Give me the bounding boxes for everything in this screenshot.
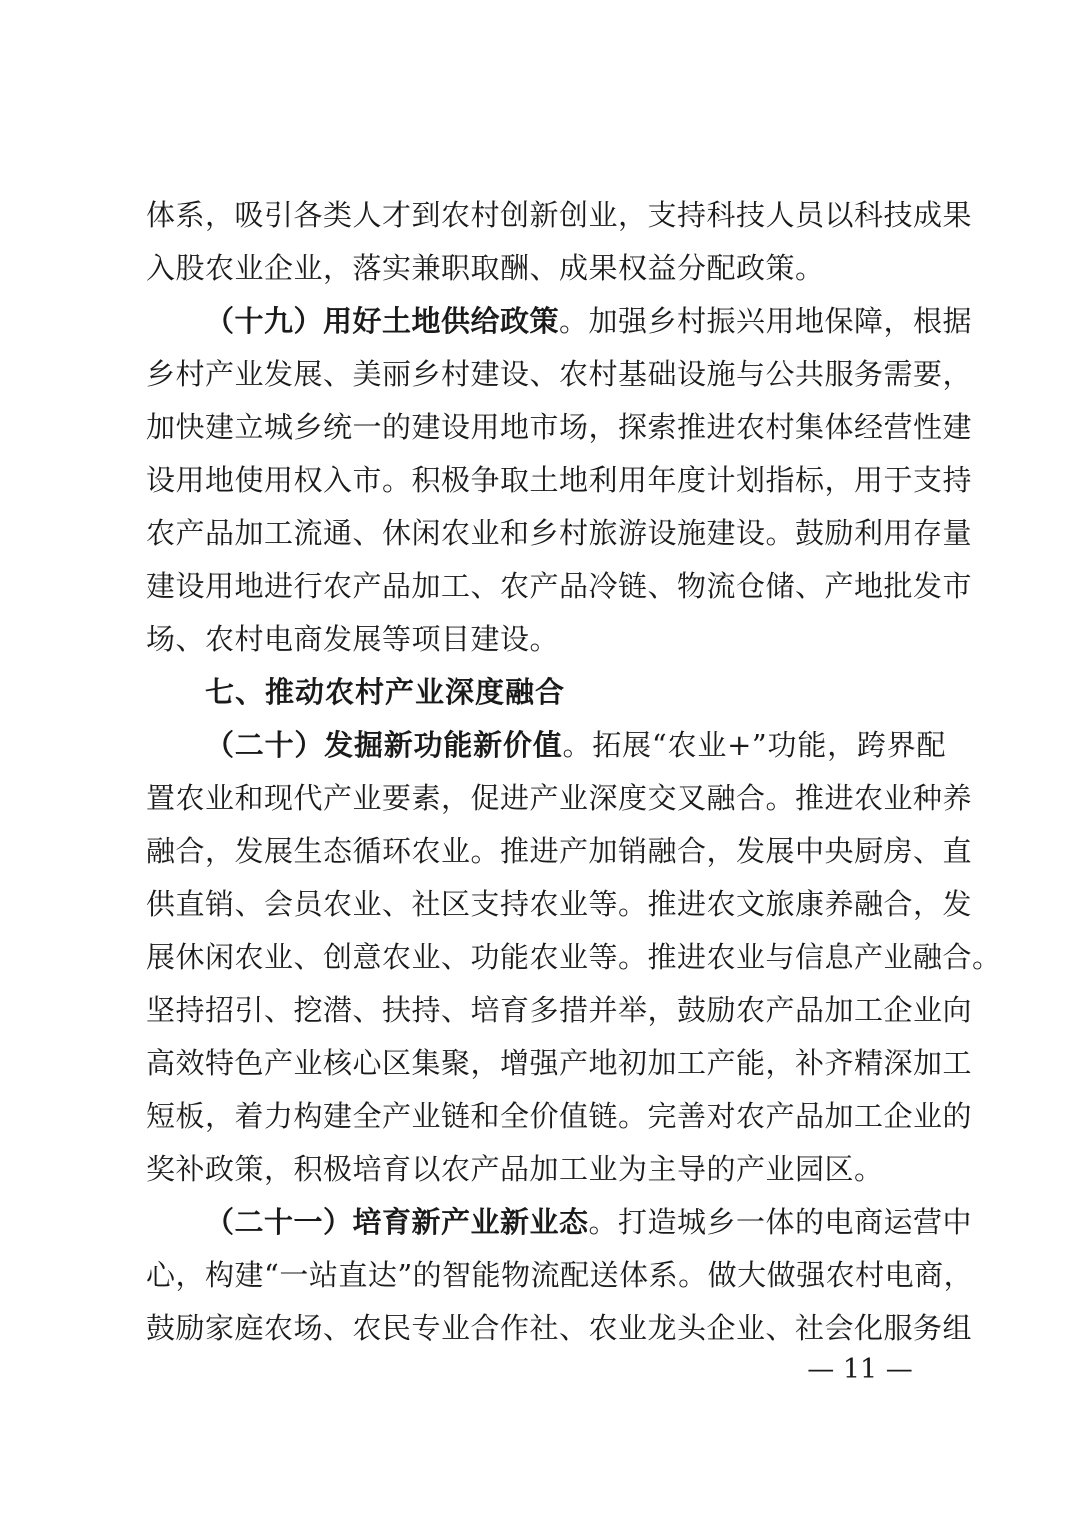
paragraph-line: 体系，吸引各类人才到农村创新创业，支持科技人员以科技成果 bbox=[146, 198, 973, 232]
paragraph-line: 农产品加工流通、休闲农业和乡村旅游设施建设。鼓励利用存量 bbox=[146, 516, 973, 550]
paragraph-line: 入股农业企业，落实兼职取酬、成果权益分配政策。 bbox=[146, 251, 825, 285]
paragraph-line: 建设用地进行农产品加工、农产品冷链、物流仓储、产地批发市 bbox=[146, 569, 973, 603]
paragraph-line: 供直销、会员农业、社区支持农业等。推进农文旅康养融合，发 bbox=[146, 887, 973, 921]
paragraph-first-line bbox=[205, 718, 946, 772]
paragraph-line: 奖补政策，积极培育以农产品加工业为主导的产业园区。 bbox=[146, 1152, 884, 1186]
paragraph-heading: （二十）发掘新功能新价值 bbox=[205, 728, 563, 762]
paragraph-line: 融合，发展生态循环农业。推进产加销融合，发展中央厨房、直 bbox=[146, 834, 973, 868]
paragraph-line: 高效特色产业核心区集聚，增强产地初加工产能，补齐精深加工 bbox=[146, 1046, 973, 1080]
paragraph-text: 。拓展“农业+”功能，跨界配 bbox=[562, 728, 946, 762]
paragraph-first-line bbox=[205, 1195, 973, 1249]
paragraph-line: 设用地使用权入市。积极争取土地利用年度计划指标，用于支持 bbox=[146, 463, 973, 497]
paragraph-line: 鼓励家庭农场、农民专业合作社、农业龙头企业、社会化服务组 bbox=[146, 1311, 973, 1345]
paragraph-text: 。加强乡村振兴用地保障，根据 bbox=[559, 304, 973, 338]
section-heading: 七、推动农村产业深度融合 bbox=[205, 675, 566, 709]
paragraph-line: 短板，着力构建全产业链和全价值链。完善对农产品加工企业的 bbox=[146, 1099, 973, 1133]
paragraph-text: 。打造城乡一体的电商运营中 bbox=[588, 1205, 973, 1239]
page-number: — 11 — bbox=[807, 1354, 913, 1385]
paragraph-line: 置农业和现代产业要素，促进产业深度交叉融合。推进农业种养 bbox=[146, 781, 973, 815]
paragraph-line: 乡村产业发展、美丽乡村建设、农村基础设施与公共服务需要， bbox=[146, 357, 973, 391]
paragraph-line: 加快建立城乡统一的建设用地市场，探索推进农村集体经营性建 bbox=[146, 410, 973, 444]
paragraph-heading: （十九）用好土地供给政策 bbox=[205, 304, 560, 338]
paragraph-first-line bbox=[205, 294, 973, 348]
paragraph-line: 心，构建“一站直达”的智能物流配送体系。做大做强农村电商， bbox=[146, 1258, 974, 1292]
paragraph-heading: （二十一）培育新产业新业态 bbox=[205, 1205, 589, 1239]
paragraph-line: 展休闲农业、创意农业、功能农业等。推进农业与信息产业融合。 bbox=[146, 940, 1002, 974]
paragraph-line: 坚持招引、挖潜、扶持、培育多措并举，鼓励农产品加工企业向 bbox=[146, 993, 973, 1027]
paragraph-line: 场、农村电商发展等项目建设。 bbox=[146, 622, 560, 656]
